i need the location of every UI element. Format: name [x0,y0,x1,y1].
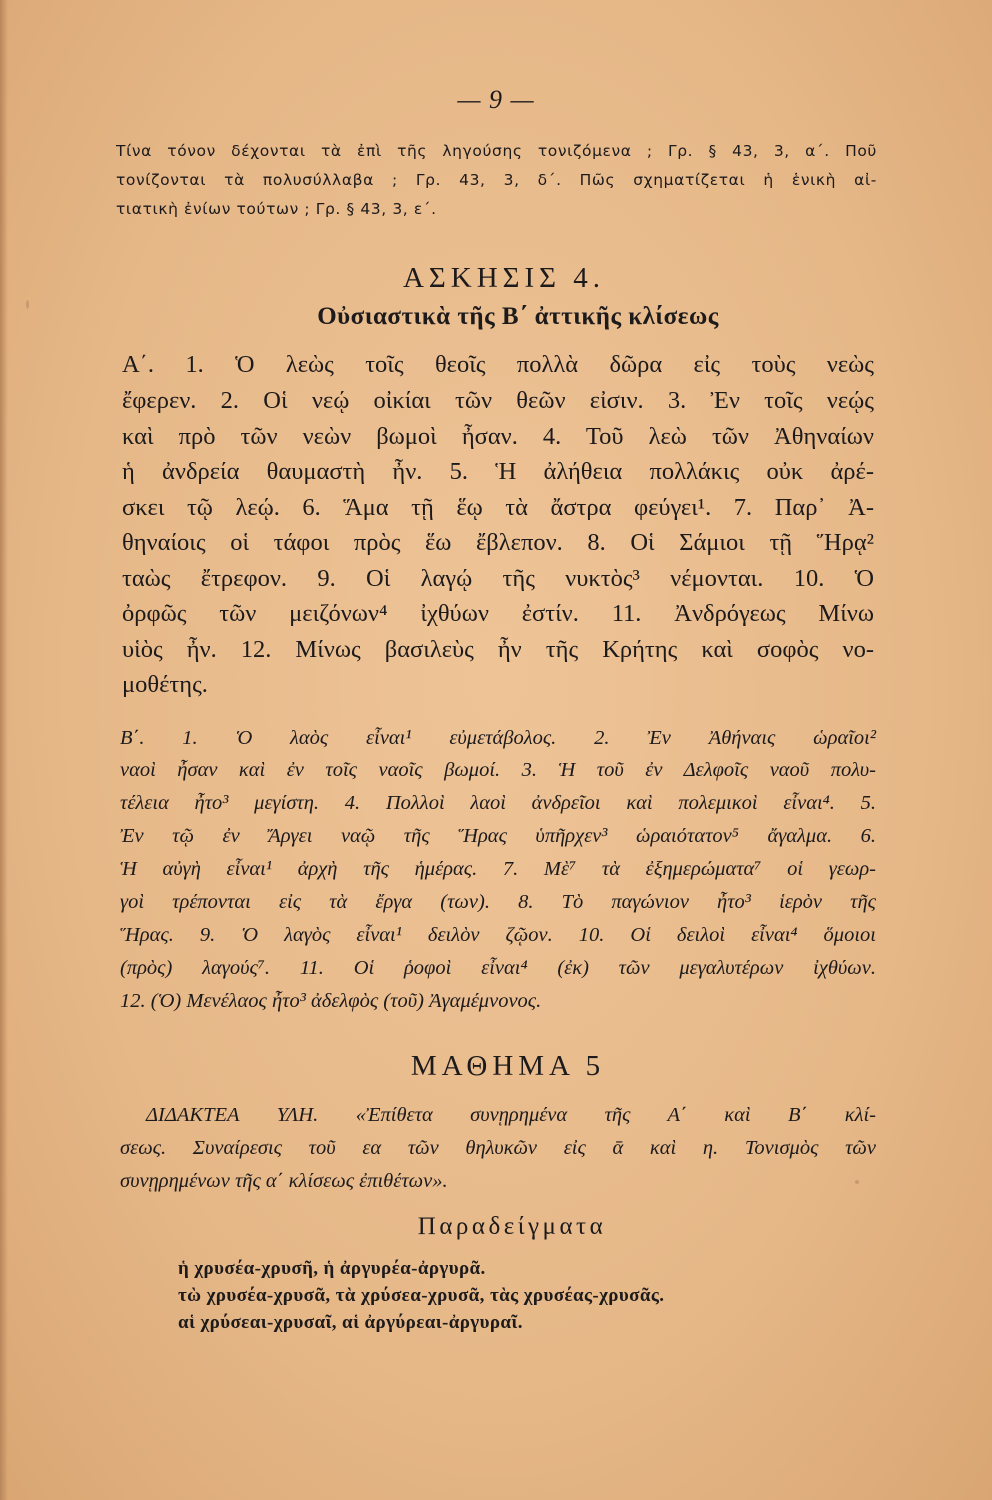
section-a-line: θηναίοις οἱ τάφοι πρὸς ἕω ἔβλεπον. 8. Οἱ Σάμιοι τῇ Ἥρᾳ² [122,529,874,556]
section-a-line: σκει τῷ λεῴ. 6. Ἅμα τῇ ἕῳ τὰ ἄστρα φεύγει¹. 7. Παρ᾽ Ἀ- [122,494,874,521]
section-a-line: ὀρφῶς τῶν μειζόνων⁴ ἰχθύων ἐστίν. 11. Ἀνδρόγεως Μίνω [122,600,874,627]
section-a-line: ἡ ἀνδρεία θαυμαστὴ ἦν. 5. Ἡ ἀλήθεια πολλάκις οὐκ ἀρέ- [122,458,874,485]
didaktea-line: ΔΙΔΑΚΤΕΑ ΥΛΗ. «Ἐπίθετα συνῃρημένα τῆς Α΄ καὶ Β΄ κλί- [146,1104,876,1126]
section-a-line: ταὼς ἔτρεφον. 9. Οἱ λαγῴ τῆς νυκτὸς³ νέμονται. 10. Ὁ [122,565,874,592]
section-b-line: ναοὶ ἦσαν καὶ ἐν τοῖς ναοῖς βωμοί. 3. Ἡ τοῦ ἐν Δελφοῖς ναοῦ πολυ- [120,759,876,781]
section-b-line: 12. (Ὁ) Μενέλαος ἦτο³ ἀδελφὸς (τοῦ) Ἀγαμέμνονος. [120,990,542,1012]
section-a-line: μοθέτης. [122,671,208,698]
section-b-line: Ἐν τῷ ἐν Ἄργει ναῷ τῆς Ἥρας ὑπῆρχεν³ ὡραιότατον⁵ ἄγαλμα. 6. [120,825,876,847]
example-line: αἱ χρύσεαι-χρυσαῖ, αἱ ἀργύρεαι-ἀργυραῖ. [178,1312,523,1333]
section-b-line: Β΄. 1. Ὁ λαὸς εἶναι¹ εὐμετάβολος. 2. Ἐν Ἀθήναις ὡραῖοι² [120,727,876,749]
section-b-line: Ἥρας. 9. Ὁ λαγὸς εἶναι¹ δειλὸν ζῷον. 10. Οἱ δειλοὶ εἶναι⁴ ὅμοιοι [120,924,876,946]
example-line: τὼ χρυσέα-χρυσᾶ, τὰ χρύσεα-χρυσᾶ, τὰς χρυσέας-χρυσᾶς. [178,1285,665,1306]
examples-title: Παραδείγματα [417,1213,607,1240]
section-b-line: Ἡ αὐγὴ εἶναι¹ ἀρχὴ τῆς ἡμέρας. 7. Μὲ⁷ τὰ ἐξημερώματα⁷ οἱ γεωρ- [120,858,876,880]
didaktea-line: συνῃρημένων τῆς α΄ κλίσεως ἐπιθέτων». [120,1170,448,1192]
question-line: τιατικὴ ἐνίων τούτων ; Γρ. § 43, 3, ε΄. [116,200,437,218]
section-a-line: ἔφερεν. 2. Οἱ νεῴ οἰκίαι τῶν θεῶν εἰσιν. 3. Ἐν τοῖς νεῴς [122,387,874,414]
didaktea-line: σεως. Συναίρεσις τοῦ εα τῶν θηλυκῶν εἰς ᾱ καὶ η. Τονισμὸς τῶν [120,1137,876,1159]
binding-shadow [0,0,8,1500]
section-a-line: καὶ πρὸ τῶν νεὼν βωμοὶ ἦσαν. 4. Τοῦ λεὼ τῶν Ἀθηναίων [122,423,874,450]
section-b-line: (πρὸς) λαγούς⁷. 11. Οἱ ῥοφοὶ εἶναι⁴ (ἐκ) τῶν μεγαλυτέρων ἰχθύων. [120,957,876,979]
exercise-title: ΑΣΚΗΣΙΣ 4. [402,262,606,294]
lesson-title: ΜΑΘΗΜΑ 5 [410,1050,606,1082]
section-a-line: Α΄. 1. Ὁ λεὼς τοῖς θεοῖς πολλὰ δῶρα εἰς τοὺς νεὼς [122,351,874,378]
question-line: τονίζονται τὰ πολυσύλλαβα ; Γρ. 43, 3, δ΄. Πῶς σχηματίζεται ἡ ἑνικὴ αἰ- [116,171,877,189]
page-number: — 9 — [457,85,535,114]
section-b-line: γοὶ τρέπονται εἰς τὰ ἔργα (των). 8. Τὸ παγώνιον ἦτο³ ἱερὸν τῆς [120,891,876,913]
exercise-subtitle: Οὐσιαστικὰ τῆς Β΄ ἀττικῆς κλίσεως [317,303,719,330]
question-line: Τίνα τόνον δέχονται τὰ ἐπὶ τῆς ληγούσης τονιζόμενα ; Γρ. § 43, 3, α΄. Ποῦ [116,142,877,160]
section-b-line: τέλεια ἦτο³ μεγίστη. 4. Πολλοὶ λαοὶ ἀνδρεῖοι καὶ πολεμικοὶ εἶναι⁴. 5. [120,792,876,814]
example-line: ἡ χρυσέα-χρυσῆ, ἡ ἀργυρέα-ἀργυρᾶ. [178,1258,486,1279]
section-a-line: υἱὸς ἦν. 12. Μίνως βασιλεὺς ἦν τῆς Κρήτης καὶ σοφὸς νο- [122,636,874,663]
